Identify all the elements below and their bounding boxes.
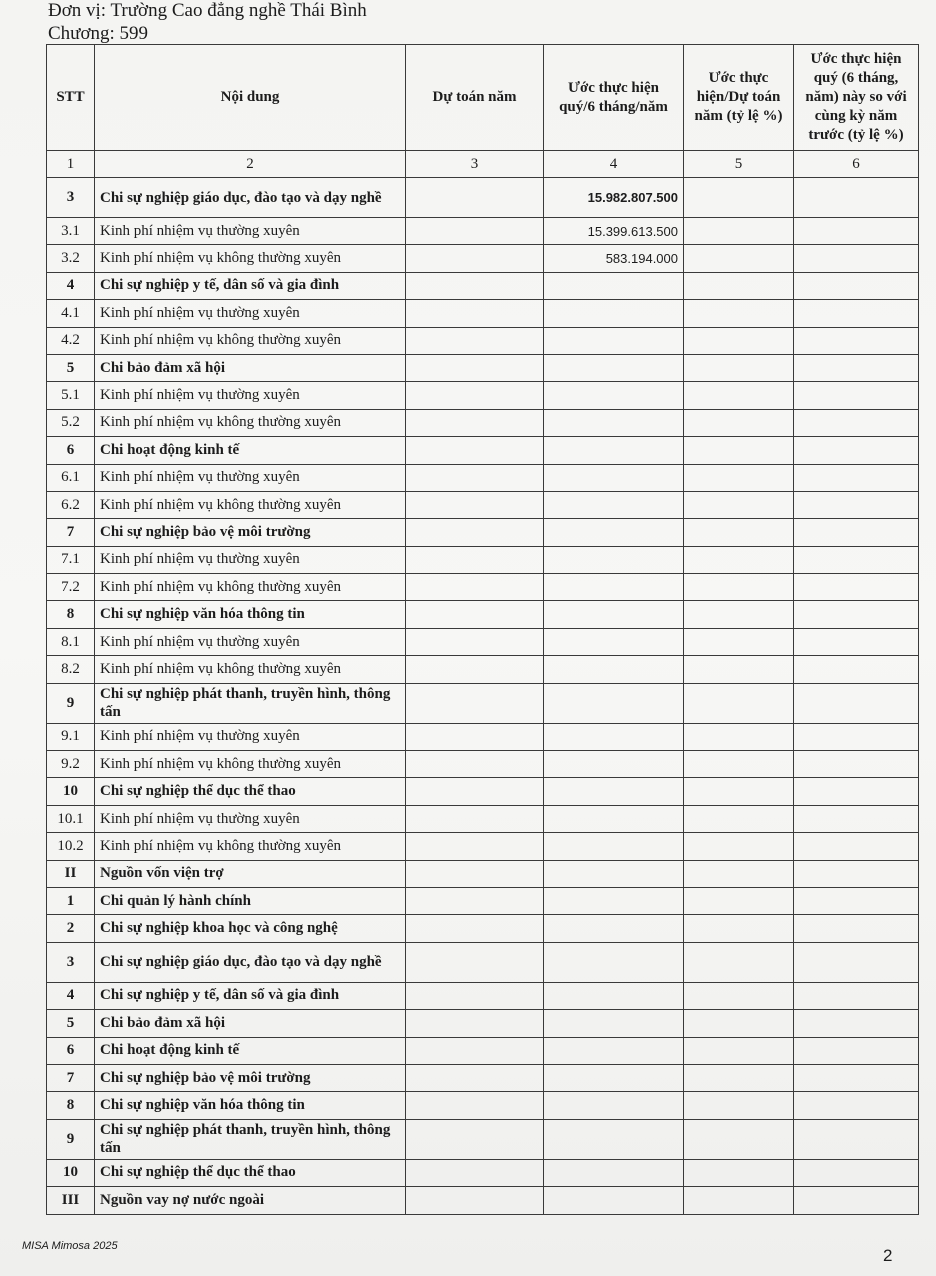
row-ratio-estimate [684, 178, 794, 218]
row-estimated-actual [544, 1187, 684, 1214]
table-row [47, 683, 919, 723]
table-row [47, 178, 919, 218]
row-ratio-prior-year [794, 327, 919, 354]
row-ratio-estimate [684, 982, 794, 1009]
row-ratio-estimate [684, 683, 794, 723]
row-estimated-actual: 15.982.807.500 [544, 178, 684, 218]
row-ratio-prior-year [794, 1010, 919, 1037]
row-annual-estimate [406, 382, 544, 409]
row-estimated-actual [544, 300, 684, 327]
row-annual-estimate [406, 1092, 544, 1119]
unit-label: Đơn vị: Trường Cao đẳng nghề Thái Bình [48, 0, 367, 21]
row-ratio-estimate [684, 272, 794, 299]
row-stt: 4.1 [47, 300, 95, 327]
row-stt: 1 [47, 887, 95, 914]
row-content: Kinh phí nhiệm vụ không thường xuyên [95, 491, 406, 518]
table-row [47, 1010, 919, 1037]
column-header-ratio-estimate: Ước thực hiện/Dự toán năm (tỷ lệ %) [684, 45, 794, 151]
row-annual-estimate [406, 1064, 544, 1091]
row-content: Kinh phí nhiệm vụ không thường xuyên [95, 409, 406, 436]
row-ratio-estimate [684, 887, 794, 914]
row-annual-estimate [406, 982, 544, 1009]
row-ratio-estimate [684, 860, 794, 887]
table-row [47, 300, 919, 327]
row-stt: 8.1 [47, 628, 95, 655]
row-stt: 6 [47, 437, 95, 464]
row-ratio-estimate [684, 245, 794, 272]
table-row [47, 1092, 919, 1119]
row-stt: 8 [47, 1092, 95, 1119]
row-ratio-prior-year [794, 519, 919, 546]
row-stt: 4 [47, 982, 95, 1009]
row-ratio-prior-year [794, 546, 919, 573]
table-row [47, 723, 919, 750]
row-estimated-actual [544, 546, 684, 573]
row-annual-estimate [406, 860, 544, 887]
row-estimated-actual [544, 751, 684, 778]
row-stt: 4 [47, 272, 95, 299]
row-annual-estimate [406, 942, 544, 982]
row-estimated-actual [544, 805, 684, 832]
row-annual-estimate [406, 833, 544, 860]
row-annual-estimate [406, 723, 544, 750]
table-row [47, 382, 919, 409]
row-annual-estimate [406, 1187, 544, 1214]
column-number: 2 [95, 151, 406, 178]
row-ratio-estimate [684, 546, 794, 573]
row-annual-estimate [406, 887, 544, 914]
row-ratio-estimate [684, 1119, 794, 1159]
row-ratio-prior-year [794, 1119, 919, 1159]
row-content: Chi sự nghiệp giáo dục, đào tạo và dạy nghề [95, 178, 406, 218]
table-row [47, 218, 919, 245]
row-stt: 7.2 [47, 574, 95, 601]
row-ratio-prior-year [794, 1092, 919, 1119]
row-annual-estimate [406, 437, 544, 464]
row-stt: 8 [47, 601, 95, 628]
row-ratio-estimate [684, 519, 794, 546]
row-content: Chi hoạt động kinh tế [95, 1037, 406, 1064]
row-estimated-actual [544, 778, 684, 805]
row-content: Chi quản lý hành chính [95, 887, 406, 914]
row-content: Kinh phí nhiệm vụ thường xuyên [95, 723, 406, 750]
row-ratio-estimate [684, 805, 794, 832]
row-annual-estimate [406, 178, 544, 218]
row-annual-estimate [406, 546, 544, 573]
row-stt: 6.1 [47, 464, 95, 491]
row-estimated-actual [544, 1159, 684, 1186]
row-ratio-estimate [684, 409, 794, 436]
row-annual-estimate [406, 778, 544, 805]
row-estimated-actual [544, 464, 684, 491]
table-row [47, 409, 919, 436]
row-ratio-estimate [684, 1159, 794, 1186]
row-stt: 5 [47, 354, 95, 381]
row-ratio-prior-year [794, 860, 919, 887]
row-stt: 10 [47, 1159, 95, 1186]
table-row [47, 1037, 919, 1064]
row-content: Chi bảo đảm xã hội [95, 1010, 406, 1037]
column-number: 6 [794, 151, 919, 178]
row-content: Nguồn vay nợ nước ngoài [95, 1187, 406, 1214]
row-ratio-prior-year [794, 464, 919, 491]
row-estimated-actual [544, 601, 684, 628]
row-estimated-actual [544, 491, 684, 518]
row-content: Chi sự nghiệp khoa học và công nghệ [95, 915, 406, 942]
row-ratio-prior-year [794, 628, 919, 655]
row-ratio-prior-year [794, 887, 919, 914]
row-ratio-estimate [684, 574, 794, 601]
row-content: Chi sự nghiệp giáo dục, đào tạo và dạy nghề [95, 942, 406, 982]
row-estimated-actual [544, 1037, 684, 1064]
row-content: Chi sự nghiệp bảo vệ môi trường [95, 519, 406, 546]
row-ratio-prior-year [794, 1187, 919, 1214]
row-content: Chi sự nghiệp y tế, dân số và gia đình [95, 272, 406, 299]
row-stt: 2 [47, 915, 95, 942]
row-content: Chi sự nghiệp văn hóa thông tin [95, 601, 406, 628]
chapter-label: Chương: 599 [48, 23, 149, 44]
row-content: Kinh phí nhiệm vụ thường xuyên [95, 628, 406, 655]
row-content: Kinh phí nhiệm vụ không thường xuyên [95, 327, 406, 354]
row-content: Kinh phí nhiệm vụ không thường xuyên [95, 833, 406, 860]
row-ratio-estimate [684, 464, 794, 491]
row-ratio-prior-year [794, 218, 919, 245]
row-ratio-estimate [684, 778, 794, 805]
row-estimated-actual [544, 982, 684, 1009]
row-annual-estimate [406, 574, 544, 601]
table-row [47, 942, 919, 982]
row-annual-estimate [406, 751, 544, 778]
row-content: Chi sự nghiệp văn hóa thông tin [95, 1092, 406, 1119]
row-ratio-estimate [684, 1187, 794, 1214]
row-content: Kinh phí nhiệm vụ không thường xuyên [95, 751, 406, 778]
row-estimated-actual [544, 915, 684, 942]
row-stt: 7 [47, 1064, 95, 1091]
row-estimated-actual [544, 519, 684, 546]
table-row [47, 833, 919, 860]
row-ratio-prior-year [794, 382, 919, 409]
table-row [47, 778, 919, 805]
row-ratio-estimate [684, 218, 794, 245]
row-estimated-actual [544, 723, 684, 750]
table-row [47, 982, 919, 1009]
row-annual-estimate [406, 519, 544, 546]
table-row [47, 546, 919, 573]
row-annual-estimate [406, 300, 544, 327]
row-annual-estimate [406, 327, 544, 354]
row-ratio-prior-year [794, 272, 919, 299]
column-number: 3 [406, 151, 544, 178]
row-annual-estimate [406, 915, 544, 942]
row-annual-estimate [406, 1037, 544, 1064]
row-content: Chi sự nghiệp thể dục thể thao [95, 778, 406, 805]
row-estimated-actual [544, 1092, 684, 1119]
row-annual-estimate [406, 354, 544, 381]
row-ratio-prior-year [794, 437, 919, 464]
row-stt: 10 [47, 778, 95, 805]
column-header-content: Nội dung [95, 45, 406, 151]
table-body [47, 178, 919, 1215]
row-ratio-estimate [684, 601, 794, 628]
row-ratio-prior-year [794, 178, 919, 218]
row-stt: 9 [47, 1119, 95, 1159]
row-content: Nguồn vốn viện trợ [95, 860, 406, 887]
row-ratio-prior-year [794, 300, 919, 327]
row-estimated-actual [544, 382, 684, 409]
row-estimated-actual [544, 409, 684, 436]
row-ratio-prior-year [794, 574, 919, 601]
row-ratio-prior-year [794, 751, 919, 778]
row-ratio-prior-year [794, 683, 919, 723]
row-content: Kinh phí nhiệm vụ không thường xuyên [95, 574, 406, 601]
row-ratio-prior-year [794, 982, 919, 1009]
page-number: 2 [883, 1246, 893, 1265]
row-annual-estimate [406, 628, 544, 655]
column-header-estimated-actual: Ước thực hiện quý/6 tháng/năm [544, 45, 684, 151]
row-annual-estimate [406, 1119, 544, 1159]
row-ratio-estimate [684, 628, 794, 655]
table-row [47, 1064, 919, 1091]
table-row [47, 437, 919, 464]
row-stt: 5.1 [47, 382, 95, 409]
row-content: Kinh phí nhiệm vụ thường xuyên [95, 464, 406, 491]
row-ratio-prior-year [794, 656, 919, 683]
table-row [47, 1159, 919, 1186]
row-annual-estimate [406, 656, 544, 683]
column-number: 4 [544, 151, 684, 178]
row-ratio-prior-year [794, 601, 919, 628]
row-stt: 9.2 [47, 751, 95, 778]
row-estimated-actual [544, 942, 684, 982]
column-header-stt: STT [47, 45, 95, 151]
row-ratio-prior-year [794, 1037, 919, 1064]
row-annual-estimate [406, 1010, 544, 1037]
table-row [47, 805, 919, 832]
row-stt: 4.2 [47, 327, 95, 354]
row-ratio-prior-year [794, 942, 919, 982]
row-estimated-actual [544, 1064, 684, 1091]
table-row [47, 751, 919, 778]
row-content: Chi sự nghiệp bảo vệ môi trường [95, 1064, 406, 1091]
row-stt: 5 [47, 1010, 95, 1037]
table-row [47, 245, 919, 272]
row-stt: 3 [47, 178, 95, 218]
row-stt: 7.1 [47, 546, 95, 573]
row-annual-estimate [406, 272, 544, 299]
table-row [47, 272, 919, 299]
row-ratio-prior-year [794, 409, 919, 436]
row-stt: 3.1 [47, 218, 95, 245]
table-row [47, 327, 919, 354]
row-stt: III [47, 1187, 95, 1214]
row-estimated-actual [544, 683, 684, 723]
row-estimated-actual: 15.399.613.500 [544, 218, 684, 245]
table-row [47, 628, 919, 655]
row-annual-estimate [406, 1159, 544, 1186]
row-ratio-estimate [684, 1064, 794, 1091]
row-ratio-estimate [684, 656, 794, 683]
row-ratio-prior-year [794, 354, 919, 381]
row-estimated-actual [544, 860, 684, 887]
row-estimated-actual [544, 272, 684, 299]
column-header-ratio-prior-year: Ước thực hiện quý (6 tháng, năm) này so với cùng kỳ năm trước (tỷ lệ %) [794, 45, 919, 151]
row-annual-estimate [406, 409, 544, 436]
row-ratio-prior-year [794, 805, 919, 832]
row-ratio-estimate [684, 437, 794, 464]
table-row [47, 656, 919, 683]
row-ratio-prior-year [794, 1064, 919, 1091]
row-ratio-prior-year [794, 778, 919, 805]
table-row [47, 574, 919, 601]
row-estimated-actual [544, 628, 684, 655]
row-ratio-prior-year [794, 915, 919, 942]
table-header-row [47, 45, 919, 151]
row-estimated-actual [544, 656, 684, 683]
row-ratio-estimate [684, 723, 794, 750]
row-annual-estimate [406, 218, 544, 245]
row-annual-estimate [406, 245, 544, 272]
row-content: Chi sự nghiệp phát thanh, truyền hình, thông tấn [95, 1119, 406, 1159]
row-estimated-actual [544, 327, 684, 354]
table-row [47, 915, 919, 942]
row-ratio-estimate [684, 382, 794, 409]
row-ratio-estimate [684, 751, 794, 778]
row-stt: 10.2 [47, 833, 95, 860]
table-row [47, 1187, 919, 1214]
row-stt: 6 [47, 1037, 95, 1064]
row-ratio-estimate [684, 491, 794, 518]
row-ratio-estimate [684, 942, 794, 982]
row-ratio-estimate [684, 354, 794, 381]
column-number-row [47, 151, 919, 178]
row-estimated-actual [544, 1010, 684, 1037]
row-annual-estimate [406, 491, 544, 518]
row-ratio-prior-year [794, 723, 919, 750]
row-stt: 3 [47, 942, 95, 982]
row-annual-estimate [406, 601, 544, 628]
row-content: Kinh phí nhiệm vụ không thường xuyên [95, 656, 406, 683]
row-estimated-actual [544, 437, 684, 464]
row-stt: 3.2 [47, 245, 95, 272]
software-footer: MISA Mimosa 2025 [22, 1240, 118, 1252]
row-estimated-actual [544, 574, 684, 601]
row-stt: 9.1 [47, 723, 95, 750]
row-content: Chi sự nghiệp y tế, dân số và gia đình [95, 982, 406, 1009]
row-content: Kinh phí nhiệm vụ thường xuyên [95, 218, 406, 245]
row-stt: 5.2 [47, 409, 95, 436]
row-stt: 7 [47, 519, 95, 546]
row-annual-estimate [406, 683, 544, 723]
column-header-annual-estimate: Dự toán năm [406, 45, 544, 151]
row-estimated-actual [544, 1119, 684, 1159]
table-row [47, 601, 919, 628]
row-content: Chi bảo đảm xã hội [95, 354, 406, 381]
row-content: Kinh phí nhiệm vụ thường xuyên [95, 382, 406, 409]
row-stt: II [47, 860, 95, 887]
row-ratio-estimate [684, 1010, 794, 1037]
row-ratio-prior-year [794, 833, 919, 860]
column-number: 5 [684, 151, 794, 178]
column-number: 1 [47, 151, 95, 178]
row-ratio-estimate [684, 833, 794, 860]
row-stt: 10.1 [47, 805, 95, 832]
row-ratio-estimate [684, 1092, 794, 1119]
row-estimated-actual: 583.194.000 [544, 245, 684, 272]
table-row [47, 354, 919, 381]
table-row [47, 491, 919, 518]
row-content: Chi hoạt động kinh tế [95, 437, 406, 464]
row-content: Chi sự nghiệp phát thanh, truyền hình, thông tấn [95, 683, 406, 723]
row-ratio-prior-year [794, 1159, 919, 1186]
table-row [47, 887, 919, 914]
row-stt: 9 [47, 683, 95, 723]
table-row [47, 1119, 919, 1159]
row-content: Kinh phí nhiệm vụ không thường xuyên [95, 245, 406, 272]
row-estimated-actual [544, 887, 684, 914]
row-stt: 8.2 [47, 656, 95, 683]
row-content: Kinh phí nhiệm vụ thường xuyên [95, 546, 406, 573]
row-estimated-actual [544, 833, 684, 860]
row-ratio-estimate [684, 327, 794, 354]
row-content: Kinh phí nhiệm vụ thường xuyên [95, 805, 406, 832]
row-annual-estimate [406, 805, 544, 832]
row-content: Kinh phí nhiệm vụ thường xuyên [95, 300, 406, 327]
row-stt: 6.2 [47, 491, 95, 518]
row-ratio-prior-year [794, 245, 919, 272]
table-row [47, 464, 919, 491]
row-ratio-prior-year [794, 491, 919, 518]
row-annual-estimate [406, 464, 544, 491]
row-ratio-estimate [684, 300, 794, 327]
table-row [47, 860, 919, 887]
row-estimated-actual [544, 354, 684, 381]
row-ratio-estimate [684, 915, 794, 942]
row-content: Chi sự nghiệp thể dục thể thao [95, 1159, 406, 1186]
budget-report-table [46, 44, 919, 1215]
row-ratio-estimate [684, 1037, 794, 1064]
table-row [47, 519, 919, 546]
